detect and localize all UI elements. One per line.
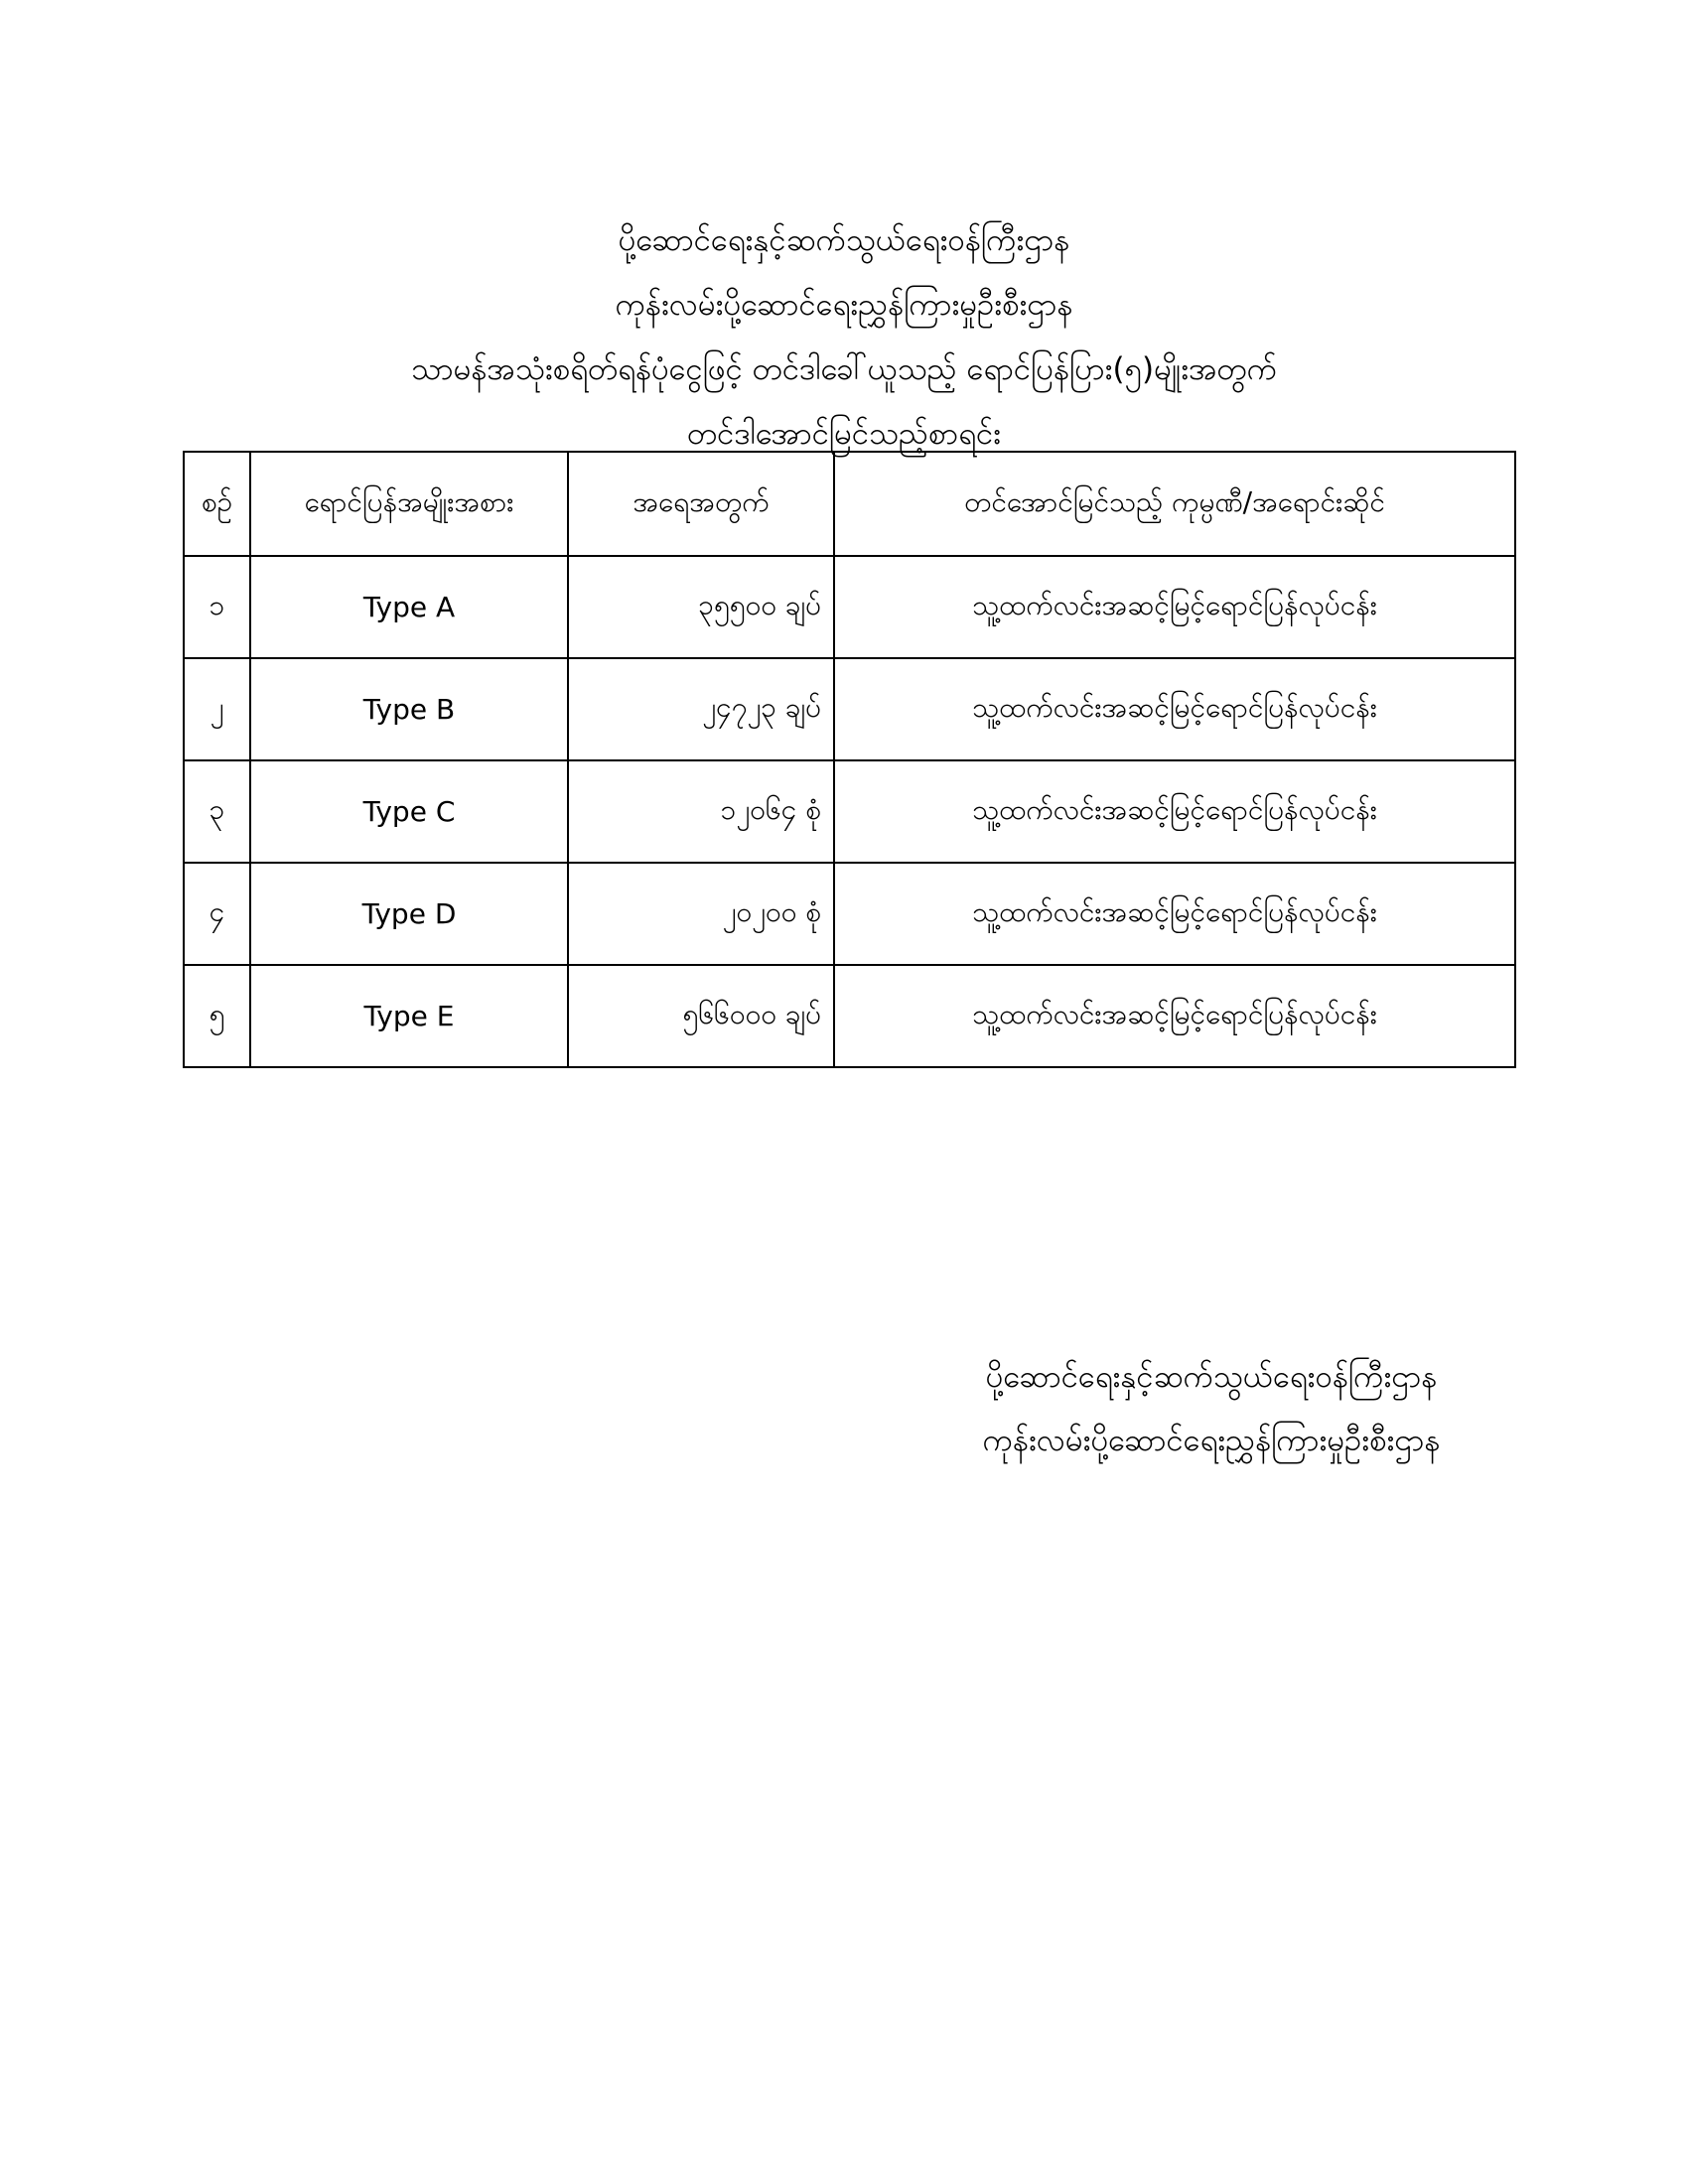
cell-type: Type E xyxy=(250,965,568,1067)
col-header-type: ရောင်ပြန်အမျိုးအစား xyxy=(250,452,568,556)
cell-serial: ၁ xyxy=(184,556,250,658)
signature-block xyxy=(874,1345,1549,1472)
cell-quantity: ၁၂၀၆၄ စုံ xyxy=(568,760,834,863)
cell-winner: သူ့ထက်လင်းအဆင့်မြင့်ရောင်ပြန်လုပ်ငန်း xyxy=(834,965,1515,1067)
document-header xyxy=(0,208,1688,467)
cell-quantity: ၅၆၆၀၀၀ ချပ် xyxy=(568,965,834,1067)
table-row xyxy=(184,760,1515,863)
ministry-title: ပို့ဆောင်ရေးနှင့်ဆက်သွယ်ရေးဝန်ကြီးဌာန xyxy=(618,222,1070,258)
cell-quantity: ၂၀၂၀၀ စုံ xyxy=(568,863,834,965)
cell-serial: ၄ xyxy=(184,863,250,965)
cell-type: Type C xyxy=(250,760,568,863)
cell-type: Type D xyxy=(250,863,568,965)
cell-winner: သူ့ထက်လင်းအဆင့်မြင့်ရောင်ပြန်လုပ်ငန်း xyxy=(834,556,1515,658)
table-row xyxy=(184,556,1515,658)
cell-type: Type B xyxy=(250,658,568,760)
department-title: ကုန်းလမ်းပို့ဆောင်ရေးညွှန်ကြားမှုဦးစီးဌာန xyxy=(615,287,1073,323)
tender-results-table xyxy=(183,451,1516,1068)
tender-description: သာမန်အသုံးစရိတ်ရန်ပုံငွေဖြင့် တင်ဒါခေါ်ယူသည့် ရောင်ပြန်ပြား(၅)မျိုးအတွက် xyxy=(410,351,1278,387)
cell-winner: သူ့ထက်လင်းအဆင့်မြင့်ရောင်ပြန်လုပ်ငန်း xyxy=(834,863,1515,965)
list-title: တင်ဒါအောင်မြင်သည့်စာရင်း xyxy=(686,416,1002,452)
col-header-quantity: အရေအတွက် xyxy=(568,452,834,556)
cell-serial: ၅ xyxy=(184,965,250,1067)
cell-serial: ၃ xyxy=(184,760,250,863)
cell-quantity: ၂၄၇၂၃ ချပ် xyxy=(568,658,834,760)
cell-winner: သူ့ထက်လင်းအဆင့်မြင့်ရောင်ပြန်လုပ်ငန်း xyxy=(834,658,1515,760)
cell-winner: သူ့ထက်လင်းအဆင့်မြင့်ရောင်ပြန်လုပ်ငန်း xyxy=(834,760,1515,863)
signature-ministry: ပို့ဆောင်ရေးနှင့်ဆက်သွယ်ရေးဝန်ကြီးဌာန xyxy=(985,1359,1438,1395)
cell-quantity: ၃၅၅၀၀ ချပ် xyxy=(568,556,834,658)
col-header-serial: စဉ် xyxy=(184,452,250,556)
table-row xyxy=(184,658,1515,760)
table-row xyxy=(184,965,1515,1067)
cell-type: Type A xyxy=(250,556,568,658)
col-header-winner: တင်အောင်မြင်သည့် ကုမ္ပဏီ/အရောင်းဆိုင် xyxy=(834,452,1515,556)
signature-department: ကုန်းလမ်းပို့ဆောင်ရေးညွှန်ကြားမှုဦးစီးဌာန xyxy=(982,1423,1441,1458)
cell-serial: ၂ xyxy=(184,658,250,760)
table-header-row xyxy=(184,452,1515,556)
table-row xyxy=(184,863,1515,965)
